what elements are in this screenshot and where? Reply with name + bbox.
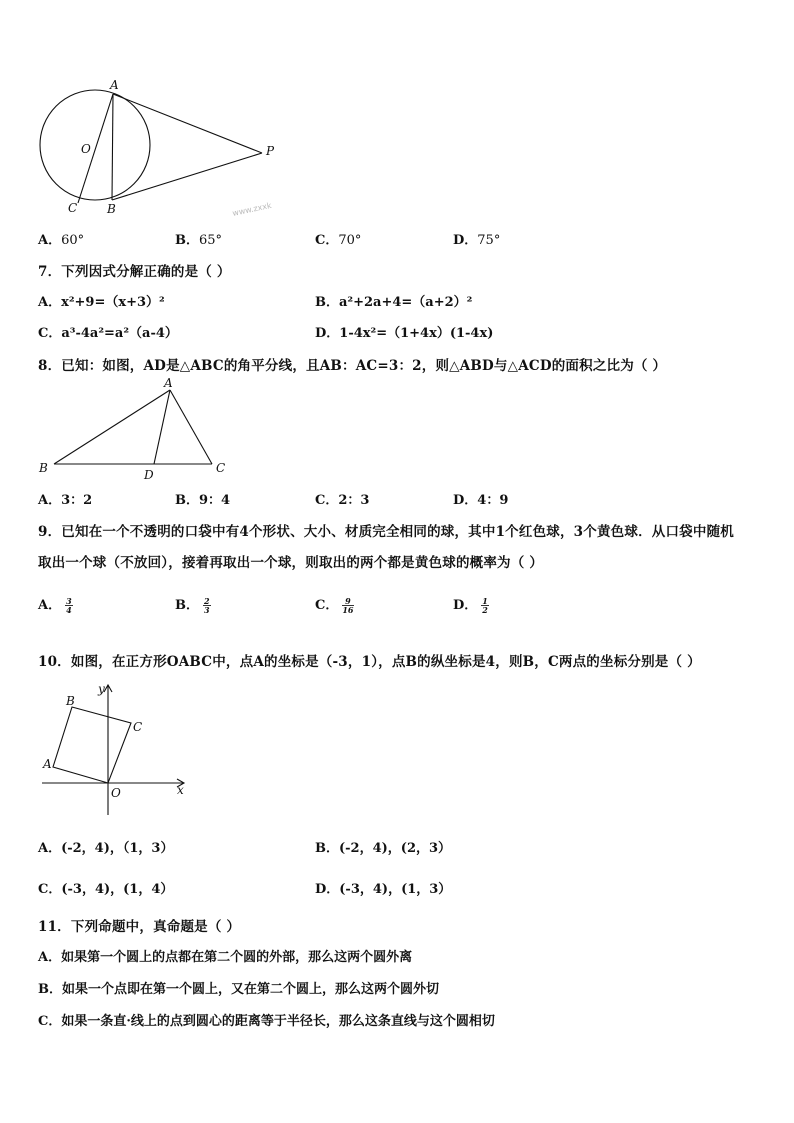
chord-ab (112, 94, 113, 200)
fraction: $\frac{2}{3}$ (204, 596, 210, 615)
fraction: $\frac{3}{4}$ (66, 596, 72, 615)
q8-stem: 8．已知：如图，AD是△ABC的角平分线，且AB：AC=3：2，则△ABD与△ACD的面积之比为（ ） (38, 358, 667, 374)
fraction: $\frac{9}{16}$ (342, 596, 354, 615)
q9-option-b[interactable]: B． $\frac{2}{3}$ (175, 596, 210, 615)
label-p: P (266, 144, 275, 158)
q11-option-a[interactable]: A．如果第一个圆上的点都在第二个圆的外部，那么这两个圆外离 (38, 950, 413, 965)
q11-option-c[interactable]: C．如果一条直·线上的点到圆心的距离等于半径长，那么这条直线与这个圆相切 (38, 1014, 495, 1029)
q8-option-b[interactable]: B．9：4 (175, 493, 231, 508)
tangent-pb (112, 153, 262, 200)
q6-option-a[interactable]: A．60° (38, 233, 85, 248)
label-a: A (43, 757, 52, 771)
q8-triangle-figure (36, 374, 236, 482)
q10-option-c[interactable]: C．(-3，4)，(1，4） (38, 882, 174, 897)
q6-circle-tangent-figure (30, 78, 290, 220)
q9-stem-line1: 9．已知在一个不透明的口袋中有4个形状、大小、材质完全相同的球，其中1个红色球，3个黄色球．从口袋中随机 (38, 524, 734, 540)
label-b: B (39, 461, 48, 475)
label-c: C (68, 201, 78, 215)
bisector-ad (154, 390, 170, 464)
label-o: O (81, 142, 91, 156)
q11-option-b[interactable]: B．如果一个点即在第一个圆上，又在第二个圆上，那么这两个圆外切 (38, 982, 440, 997)
q7-option-a[interactable]: A．x²+9=（x+3）² (38, 295, 165, 310)
q6-option-c[interactable]: C．70° (315, 233, 362, 248)
tangent-pa (113, 94, 262, 153)
q6-option-d[interactable]: D．75° (453, 233, 501, 248)
q7-option-d[interactable]: D．1-4x²=（1+4x）(1-4x) (315, 326, 494, 341)
q7-option-b[interactable]: B．a²+2a+4=（a+2）² (315, 295, 473, 310)
label-a: A (110, 78, 119, 92)
label-x: x (177, 783, 184, 797)
q9-option-a[interactable]: A． $\frac{3}{4}$ (38, 596, 72, 615)
q9-option-c[interactable]: C． $\frac{9}{16}$ (315, 596, 354, 615)
label-o: O (111, 786, 121, 800)
q9-stem-line2: 取出一个球（不放回），接着再取出一个球，则取出的两个都是黄色球的概率为（ ） (38, 555, 544, 571)
square-oabc (53, 707, 131, 783)
q10-option-d[interactable]: D．(-3，4)，(1，3） (315, 882, 452, 897)
q11-stem: 11．下列命题中，真命题是（ ） (38, 919, 241, 935)
label-a: A (164, 376, 173, 390)
q10-option-a[interactable]: A．(-2，4)，（1，3） (38, 841, 174, 856)
q10-option-b[interactable]: B．(-2，4)，(2，3） (315, 841, 452, 856)
side-ac (170, 390, 212, 464)
q6-option-b[interactable]: B．65° (175, 233, 223, 248)
circle-o (40, 90, 150, 200)
label-b: B (107, 202, 116, 216)
q9-option-d[interactable]: D． $\frac{1}{2}$ (453, 596, 488, 615)
q7-stem: 7．下列因式分解正确的是（ ） (38, 264, 231, 280)
q10-stem: 10．如图，在正方形OABC中，点A的坐标是（-3，1），点B的纵坐标是4，则B，C两点的坐标分别是（ ） (38, 654, 701, 670)
q8-option-d[interactable]: D．4：9 (453, 493, 509, 508)
side-ab (54, 390, 170, 464)
q8-option-a[interactable]: A．3：2 (38, 493, 93, 508)
q8-option-c[interactable]: C．2：3 (315, 493, 370, 508)
label-c: C (216, 461, 226, 475)
label-y: y (98, 682, 105, 696)
watermark: www.zxxk (231, 200, 273, 218)
fraction: $\frac{1}{2}$ (482, 596, 488, 615)
label-b: B (66, 694, 75, 708)
label-c: C (133, 720, 143, 734)
label-d: D (144, 468, 154, 482)
q10-square-figure (38, 680, 198, 820)
q7-option-c[interactable]: C．a³-4a²=a²（a-4） (38, 326, 178, 341)
